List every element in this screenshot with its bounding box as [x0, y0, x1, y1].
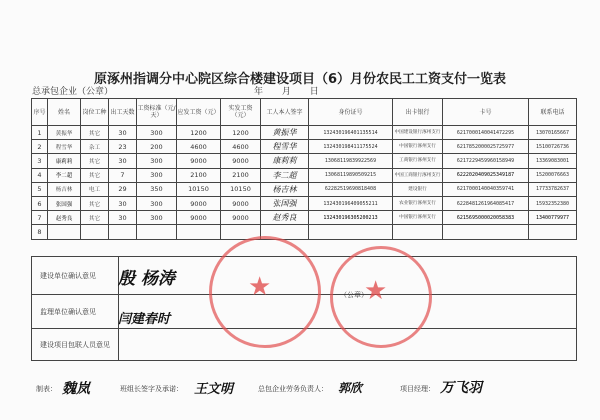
cell-bank: 农业银行涿州支行: [393, 196, 443, 210]
date-label: 年 月 日: [254, 87, 319, 97]
cell-days: 30: [109, 211, 137, 225]
cell-name: 赵秀良: [48, 211, 81, 225]
cell-no: 4: [32, 168, 48, 182]
cell-signature: 李二超: [261, 168, 309, 182]
cell-name: 张国强: [48, 196, 81, 210]
cell-job: 电工: [81, 182, 109, 196]
cell-signature: 康莉莉: [261, 154, 309, 168]
cell-id: 132430196401135514: [309, 126, 393, 140]
cell-name: 李二超: [48, 168, 81, 182]
header-sign: 工人本人签字: [261, 99, 309, 126]
cell-phone: 13400779977: [529, 211, 577, 225]
cell-phone: 15200076663: [529, 168, 577, 182]
maker-signature: 魏岚: [62, 381, 90, 397]
header-phone: 联系电话: [529, 99, 577, 126]
cell-job: 其它: [81, 211, 109, 225]
cell-phone: 13369083001: [529, 154, 577, 168]
cell-id: 13068119839922569: [309, 154, 393, 168]
header-bank: 出卡银行: [393, 99, 443, 126]
cell-days: 30: [109, 126, 137, 140]
table-row: [32, 225, 577, 239]
cell-name: 程雪华: [48, 140, 81, 154]
cell-due: 9000: [177, 211, 221, 225]
construction-signature: 殷 杨涛: [118, 269, 175, 289]
cell-due: 9000: [177, 196, 221, 210]
cell-job: 其它: [81, 154, 109, 168]
cell-phone: 15100726736: [529, 140, 577, 154]
header-paid: 实发工资（元）: [221, 99, 261, 126]
seal-label: （公章）: [340, 291, 368, 299]
header-days: 出工天数: [109, 99, 137, 126]
cell-id: [309, 225, 393, 239]
cell-rate: 350: [137, 182, 177, 196]
header-name: 姓名: [48, 99, 81, 126]
table-row: [32, 126, 577, 140]
seal-star-icon: ★: [364, 276, 388, 306]
leader-signature: 王文明: [194, 382, 234, 397]
cell-due: [177, 225, 221, 239]
cell-bank: 中国工商银行涿州支行: [393, 168, 443, 182]
cell-id: 132430198411175524: [309, 140, 393, 154]
seal-star-icon: ★: [248, 272, 272, 302]
cell-signature: 张国强: [261, 196, 309, 210]
cell-rate: 300: [137, 196, 177, 210]
header-rate: 工资标准（元/天）: [137, 99, 177, 126]
cell-paid: 9000: [221, 196, 261, 210]
cell-due: 9000: [177, 154, 221, 168]
cell-signature: 赵秀良: [261, 211, 309, 225]
approval-row-labor: [32, 329, 577, 361]
labor-opinion-label: 建设项目包联人员意见: [32, 329, 119, 361]
cell-rate: 300: [137, 168, 177, 182]
manager-label: 项目经理：: [400, 385, 435, 393]
cell-bank: 中国银行涿州支行: [393, 140, 443, 154]
supervision-signature: 闫建春时: [118, 312, 171, 327]
cell-days: 23: [109, 140, 137, 154]
cell-id: 132430196305200213: [309, 211, 393, 225]
cell-job: [81, 225, 109, 239]
cell-signature: 程雪华: [261, 140, 309, 154]
table-row: [32, 196, 577, 210]
cell-days: 30: [109, 154, 137, 168]
table-row: [32, 140, 577, 154]
cell-due: 10150: [177, 182, 221, 196]
construction-opinion-label: 建设单位确认意见: [32, 257, 119, 295]
table-header-row: [32, 99, 577, 126]
cell-phone: 13070165667: [529, 126, 577, 140]
cell-days: 30: [109, 196, 137, 210]
cell-card: 6222020409025349187: [443, 168, 529, 182]
manager-signature: 万飞羽: [440, 380, 482, 396]
cell-bank: [393, 225, 443, 239]
cell-card: 6217229459960158949: [443, 154, 529, 168]
cell-job: 其它: [81, 168, 109, 182]
cell-rate: 300: [137, 154, 177, 168]
cell-signature: 杨吉林: [261, 182, 309, 196]
cell-job: 其它: [81, 126, 109, 140]
cell-job: 其它: [81, 196, 109, 210]
cell-bank: 建设银行: [393, 182, 443, 196]
cell-no: 3: [32, 154, 48, 168]
supervision-opinion-label: 监理单位确认意见: [32, 295, 119, 329]
cell-id: 62282519690818408: [309, 182, 393, 196]
cell-name: [48, 225, 81, 239]
cell-name: 杨吉林: [48, 182, 81, 196]
cell-phone: [529, 225, 577, 239]
cell-paid: 1200: [221, 126, 261, 140]
cell-paid: 9000: [221, 211, 261, 225]
cell-rate: 200: [137, 140, 177, 154]
cell-id: 132430196409055211: [309, 196, 393, 210]
cell-name: 黄振华: [48, 126, 81, 140]
contractor-seal-label: 总承包企业（公章）: [32, 87, 114, 97]
header-card: 卡号: [443, 99, 529, 126]
cell-rate: 300: [137, 211, 177, 225]
cell-rate: [137, 225, 177, 239]
cell-days: 7: [109, 168, 137, 182]
cell-card: 6228481261964085417: [443, 196, 529, 210]
table-row: [32, 154, 577, 168]
table-row: [32, 168, 577, 182]
cell-paid: 10150: [221, 182, 261, 196]
cell-card: 6217000140041472295: [443, 126, 529, 140]
cell-bank: 中国银行涿州支行: [393, 211, 443, 225]
cell-bank: 工商银行涿州支行: [393, 154, 443, 168]
cell-paid: 4600: [221, 140, 261, 154]
cell-id: 13068119890509215: [309, 168, 393, 182]
finance-label: 总包企业劳务负责人：: [258, 385, 328, 393]
header-due: 应发工资（元）: [177, 99, 221, 126]
cell-no: 7: [32, 211, 48, 225]
cell-no: 5: [32, 182, 48, 196]
header-id: 身份证号: [309, 99, 393, 126]
cell-card: 6215695000020058383: [443, 211, 529, 225]
header-job: 岗位工种: [81, 99, 109, 126]
cell-no: 2: [32, 140, 48, 154]
finance-signature: 郭欣: [338, 381, 363, 395]
cell-days: 29: [109, 182, 137, 196]
cell-rate: 300: [137, 126, 177, 140]
cell-days: [109, 225, 137, 239]
cell-card: [443, 225, 529, 239]
header-no: 序号: [32, 99, 48, 126]
cell-bank: 中国建设银行涿州支行: [393, 126, 443, 140]
cell-no: 6: [32, 196, 48, 210]
page-title: 原涿州指调分中心院区综合楼建设项目（6）月份农民工工资支付一览表: [93, 72, 507, 87]
leader-label: 班组长签字及承诺：: [120, 385, 183, 393]
cell-due: 1200: [177, 126, 221, 140]
cell-phone: 17733782637: [529, 182, 577, 196]
cell-name: 康莉莉: [48, 154, 81, 168]
table-row: [32, 211, 577, 225]
cell-paid: 9000: [221, 154, 261, 168]
cell-no: 1: [32, 126, 48, 140]
cell-due: 2100: [177, 168, 221, 182]
cell-due: 4600: [177, 140, 221, 154]
maker-label: 制表：: [36, 385, 57, 393]
cell-card: 6217000140040359741: [443, 182, 529, 196]
cell-card: 6217852000025725977: [443, 140, 529, 154]
cell-signature: 黄振华: [261, 126, 309, 140]
wage-table: [31, 98, 577, 240]
cell-phone: 15932352380: [529, 196, 577, 210]
cell-no: 8: [32, 225, 48, 239]
cell-job: 杂工: [81, 140, 109, 154]
table-row: [32, 182, 577, 196]
cell-paid: 2100: [221, 168, 261, 182]
